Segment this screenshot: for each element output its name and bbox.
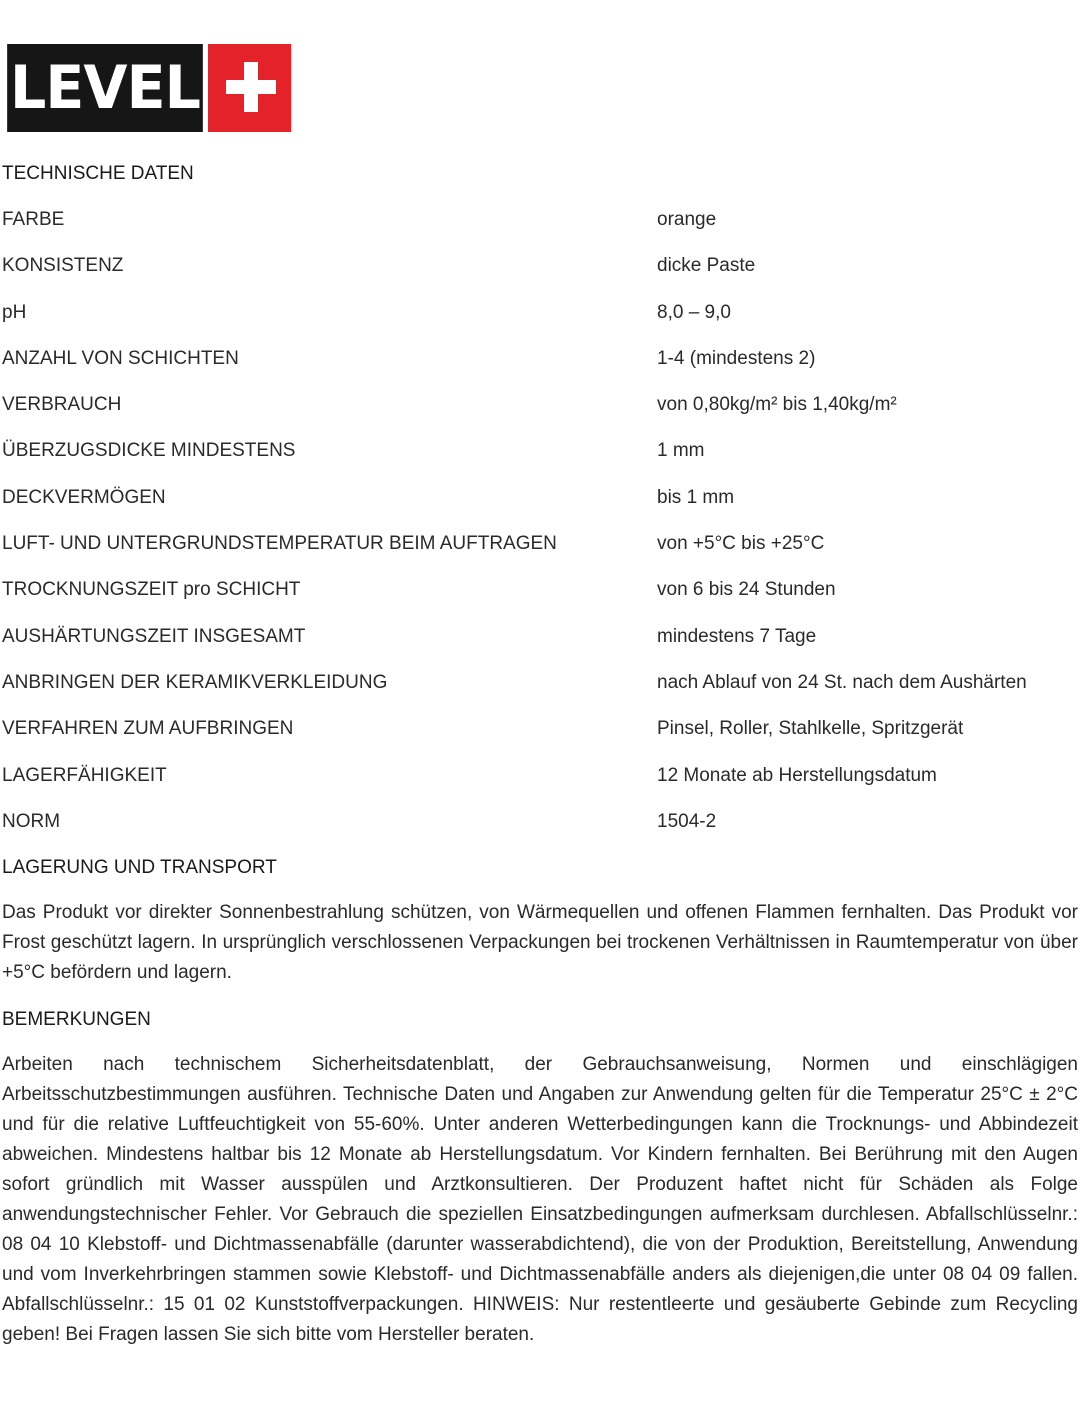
spec-row <box>2 764 1078 810</box>
spec-row <box>2 208 1078 254</box>
spec-label: FARBE <box>2 209 65 230</box>
spec-label: KONSISTENZ <box>2 255 124 277</box>
spec-value: von 6 bis 24 Stunden <box>657 579 836 601</box>
spec-row <box>2 347 1078 393</box>
spec-row <box>2 532 1078 578</box>
spec-row <box>2 578 1078 624</box>
spec-row <box>2 717 1078 763</box>
spec-label: DECKVERMÖGEN <box>2 486 166 508</box>
spec-label: NORM <box>2 810 61 832</box>
spec-label: LAGERFÄHIGKEIT <box>2 764 167 786</box>
spec-value: dicke Paste <box>657 255 756 277</box>
spec-value: mindestens 7 Tage <box>657 625 817 647</box>
spec-row <box>2 393 1078 439</box>
spec-row <box>2 671 1078 717</box>
spec-value: 12 Monate ab Herstellungsdatum <box>657 764 937 786</box>
spec-label: ÜBERZUGSDICKE MINDESTENS <box>2 440 296 462</box>
spec-row <box>2 439 1078 485</box>
spec-row <box>2 486 1078 532</box>
spec-value: 1-4 (mindestens 2) <box>657 347 816 369</box>
spec-label: TROCKNUNGSZEIT pro SCHICHT <box>2 579 301 601</box>
plus-icon <box>208 44 291 132</box>
spec-value: 1 mm <box>657 440 705 462</box>
spec-label: ANZAHL VON SCHICHTEN <box>2 347 239 369</box>
spec-label: AUSHÄRTUNGSZEIT INSGESAMT <box>2 625 306 647</box>
spec-value: 8,0 – 9,0 <box>657 301 731 323</box>
spec-label: pH <box>2 301 27 323</box>
spec-row <box>2 301 1078 347</box>
spec-value: 1504-2 <box>657 810 717 832</box>
spec-label: ANBRINGEN DER KERAMIKVERKLEIDUNG <box>2 671 388 693</box>
spec-row <box>2 254 1078 300</box>
section-title-storage: LAGERUNG UND TRANSPORT <box>2 857 277 878</box>
spec-value: bis 1 mm <box>657 486 735 508</box>
spec-label: VERFAHREN ZUM AUFBRINGEN <box>2 718 294 740</box>
spec-value: von +5°C bis +25°C <box>657 533 825 555</box>
section-title-remarks: BEMERKUNGEN <box>2 1009 151 1030</box>
spec-label: VERBRAUCH <box>2 394 122 416</box>
spec-value: Pinsel, Roller, Stahlkelle, Spritzgerät <box>657 718 964 740</box>
logo-wordmark: LEVEL <box>7 44 203 132</box>
storage-paragraph: Das Produkt vor direkter Sonnenbestrahlung schützen, von Wärmequellen und offenen Flammen fernhalten. Das Produkt vor Frost geschützt lagern. In ursprünglich verschlossenen Verpackungen bei trockenen Verhältnissen in Raumtemperatur von über +5°C befördern und lagern. <box>2 902 1078 983</box>
spec-label: LUFT- UND UNTERGRUNDSTEMPERATUR BEIM AUFTRAGEN <box>2 533 557 555</box>
spec-row <box>2 810 1078 856</box>
remarks-paragraph: Arbeiten nach technischem Sicherheitsdatenblatt, der Gebrauchsanweisung, Normen und einschlägigen Arbeitsschutzbestimmungen ausführen. Technische Daten und Angaben zur Anwendung gelten für die Temperatur 25°C ± 2°C und für die relative Luftfeuchtigkeit von 55-60%. Unter anderen Wetterbedingungen kann die Trocknungs- und Abbindezeit abweichen. Mindestens haltbar bis 12 Monate ab Herstellungsdatum. Vor Kindern fernhalten. Bei Berührung mit den Augen sofort gründlich mit Wasser ausspülen und Arztkonsultieren. Der Produzent haftet nicht für Schäden als Folge anwendungstechnischer Fehler. Vor Gebrauch die speziellen Einsatzbedingungen aufmerksam durchlesen. Abfallschlüsselnr.: 08 04 10 Klebstoff- und Dichtmassenabfälle (darunter wasserabdichtend), die von der Produktion, Bereitstellung, Anwendung und vom Inverkehrbringen stammen sowie Klebstoff- und Dichtmassenabfälle anders als diejenigen,die unter 08 04 09 fallen. Abfallschlüsselnr.: 15 01 02 Kunststoffverpackungen. HINWEIS: Nur restentleerte und gesäuberte Gebinde zum Recycling geben! Bei Fragen lassen Sie sich bitte vom Hersteller beraten. <box>2 1054 1078 1345</box>
spec-value: von 0,80kg/m² bis 1,40kg/m² <box>657 394 897 416</box>
spec-row <box>2 625 1078 671</box>
brand-logo <box>2 44 291 132</box>
spec-table <box>2 208 1078 856</box>
spec-value: nach Ablauf von 24 St. nach dem Aushärten <box>657 671 1027 693</box>
spec-value: orange <box>657 209 717 230</box>
section-title-technical-data: TECHNISCHE DATEN <box>2 163 194 184</box>
